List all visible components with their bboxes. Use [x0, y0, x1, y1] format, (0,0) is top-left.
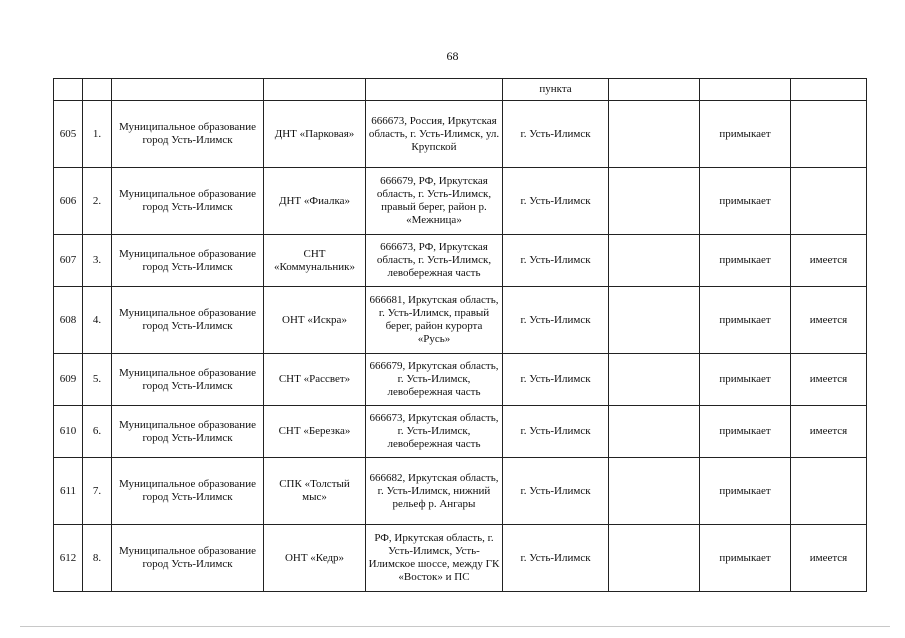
header-cell [609, 79, 700, 101]
availability-cell: имеется [791, 287, 867, 354]
table-row [54, 525, 867, 592]
row-number: 611 [54, 458, 83, 525]
name-cell: ОНТ «Кедр» [264, 525, 366, 592]
municipality-cell: Муниципальное образование город Усть-Илимск [112, 235, 264, 287]
availability-cell [791, 458, 867, 525]
row-number: 610 [54, 406, 83, 458]
registry-table [53, 78, 867, 592]
empty-cell [609, 235, 700, 287]
row-index: 7. [83, 458, 112, 525]
table-row [54, 168, 867, 235]
name-cell: СНТ «Березка» [264, 406, 366, 458]
row-index: 2. [83, 168, 112, 235]
row-number: 612 [54, 525, 83, 592]
availability-cell [791, 168, 867, 235]
row-number: 606 [54, 168, 83, 235]
table-body [54, 79, 867, 592]
municipality-cell: Муниципальное образование город Усть-Илимск [112, 287, 264, 354]
empty-cell [609, 525, 700, 592]
adjacency-cell: примыкает [700, 354, 791, 406]
header-cell [700, 79, 791, 101]
address-cell: 666673, Россия, Иркутская область, г. Усть-Илимск, ул. Крупской [366, 101, 503, 168]
address-cell: 666673, Иркутская область, г. Усть-Илимск, левобережная часть [366, 406, 503, 458]
table-row [54, 458, 867, 525]
settlement-cell: г. Усть-Илимск [503, 458, 609, 525]
row-index: 6. [83, 406, 112, 458]
header-cell [112, 79, 264, 101]
settlement-cell: г. Усть-Илимск [503, 354, 609, 406]
settlement-cell: г. Усть-Илимск [503, 406, 609, 458]
row-index: 5. [83, 354, 112, 406]
address-cell: 666682, Иркутская область, г. Усть-Илимск, нижний рельеф р. Ангары [366, 458, 503, 525]
empty-cell [609, 458, 700, 525]
name-cell: СНТ «Коммунальник» [264, 235, 366, 287]
page-number: 68 [446, 49, 459, 63]
header-cell-settlement: пункта [503, 79, 609, 101]
name-cell: ДНТ «Парковая» [264, 101, 366, 168]
availability-cell [791, 101, 867, 168]
header-cell [264, 79, 366, 101]
settlement-cell: г. Усть-Илимск [503, 525, 609, 592]
adjacency-cell: примыкает [700, 525, 791, 592]
row-number: 608 [54, 287, 83, 354]
header-cell [366, 79, 503, 101]
settlement-cell: г. Усть-Илимск [503, 287, 609, 354]
page-bottom-rule [20, 626, 890, 627]
availability-cell: имеется [791, 354, 867, 406]
municipality-cell: Муниципальное образование город Усть-Илимск [112, 525, 264, 592]
municipality-cell: Муниципальное образование город Усть-Илимск [112, 354, 264, 406]
settlement-cell: г. Усть-Илимск [503, 168, 609, 235]
adjacency-cell: примыкает [700, 168, 791, 235]
row-number: 605 [54, 101, 83, 168]
header-cell [83, 79, 112, 101]
adjacency-cell: примыкает [700, 287, 791, 354]
table-row [54, 406, 867, 458]
address-cell: 666673, РФ, Иркутская область, г. Усть-Илимск, левобережная часть [366, 235, 503, 287]
header-cell [791, 79, 867, 101]
availability-cell: имеется [791, 235, 867, 287]
availability-cell: имеется [791, 406, 867, 458]
address-cell: 666679, Иркутская область, г. Усть-Илимск, левобережная часть [366, 354, 503, 406]
adjacency-cell: примыкает [700, 458, 791, 525]
table-row [54, 354, 867, 406]
empty-cell [609, 168, 700, 235]
table-header-row [54, 79, 867, 101]
row-index: 8. [83, 525, 112, 592]
name-cell: ДНТ «Фиалка» [264, 168, 366, 235]
row-index: 1. [83, 101, 112, 168]
adjacency-cell: примыкает [700, 101, 791, 168]
adjacency-cell: примыкает [700, 406, 791, 458]
adjacency-cell: примыкает [700, 235, 791, 287]
address-cell: РФ, Иркутская область, г. Усть-Илимск, Усть-Илимское шоссе, между ГК «Восток» и ПС [366, 525, 503, 592]
row-number: 607 [54, 235, 83, 287]
name-cell: ОНТ «Искра» [264, 287, 366, 354]
empty-cell [609, 406, 700, 458]
municipality-cell: Муниципальное образование город Усть-Илимск [112, 101, 264, 168]
row-index: 3. [83, 235, 112, 287]
empty-cell [609, 101, 700, 168]
settlement-cell: г. Усть-Илимск [503, 235, 609, 287]
row-number: 609 [54, 354, 83, 406]
empty-cell [609, 354, 700, 406]
municipality-cell: Муниципальное образование город Усть-Илимск [112, 168, 264, 235]
table-row [54, 235, 867, 287]
empty-cell [609, 287, 700, 354]
address-cell: 666679, РФ, Иркутская область, г. Усть-Илимск, правый берег, район р. «Межница» [366, 168, 503, 235]
municipality-cell: Муниципальное образование город Усть-Илимск [112, 458, 264, 525]
availability-cell: имеется [791, 525, 867, 592]
settlement-cell: г. Усть-Илимск [503, 101, 609, 168]
table-row [54, 287, 867, 354]
municipality-cell: Муниципальное образование город Усть-Илимск [112, 406, 264, 458]
row-index: 4. [83, 287, 112, 354]
name-cell: СПК «Толстый мыс» [264, 458, 366, 525]
header-cell [54, 79, 83, 101]
address-cell: 666681, Иркутская область, г. Усть-Илимск, правый берег, район курорта «Русь» [366, 287, 503, 354]
table-row [54, 101, 867, 168]
name-cell: СНТ «Рассвет» [264, 354, 366, 406]
